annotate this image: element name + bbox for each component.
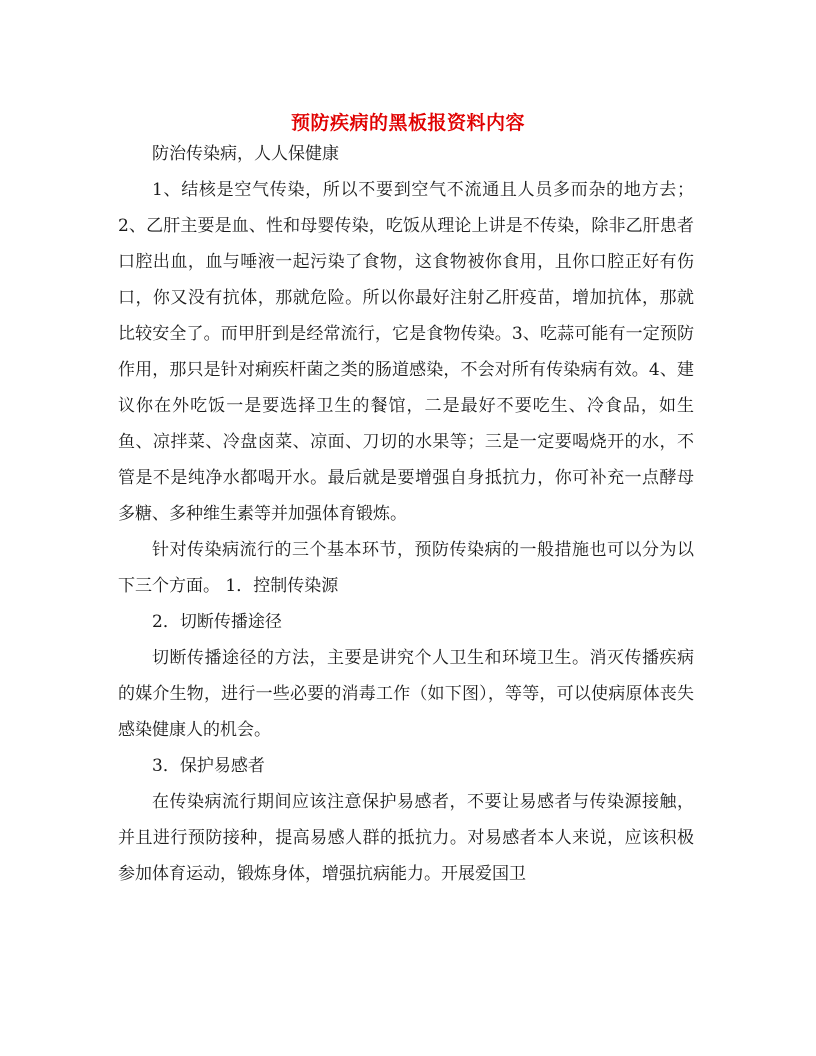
document-title: 预防疾病的黑板报资料内容 (290, 111, 525, 134)
paragraph-cut-route-heading: 2．切断传播途径 (152, 612, 282, 632)
paragraph-measures-intro: 针对传染病流行的三个基本环节，预防传染病的一般措施也可以分为以下三个方面。 1．控制传染源 (118, 540, 694, 596)
paragraph-cut-route-body: 切断传播途径的方法，主要是讲究个人卫生和环境卫生。消灭传播疾病的媒介生物，进行一些必要的消毒工作（如下图），等等，可以使病原体丧失感染健康人的机会。 (118, 648, 694, 740)
paragraph-heading: 防治传染病，人人保健康 (152, 144, 339, 164)
document-body (118, 136, 694, 892)
paragraph-protect-heading: 3．保护易感者 (152, 756, 265, 776)
paragraph-protect-body: 在传染病流行期间应该注意保护易感者，不要让易感者与传染源接触，并且进行预防接种，提高易感人群的抵抗力。对易感者本人来说，应该积极参加体育运动，锻炼身体，增强抗病能力。开展爱国卫 (118, 792, 694, 884)
paragraph-tips: 1、结核是空气传染，所以不要到空气不流通且人员多而杂的地方去；2、乙肝主要是血、性和母婴传染，吃饭从理论上讲是不传染，除非乙肝患者口腔出血，血与唾液一起污染了食物，这食物被你食用，且你口腔正好有伤口，你又没有抗体，那就危险。所以你最好注射乙肝疫苗，增加抗体，那就比较安全了。而甲肝到是经常流行，它是食物传染。3、吃蒜可能有一定预防作用，那只是针对痢疾杆菌之类的肠道感染，不会对所有传染病有效。4、建议你在外吃饭一是要选择卫生的餐馆，二是最好不要吃生、冷食品，如生鱼、凉拌菜、冷盘卤菜、凉面、刀切的水果等；三是一定要喝烧开的水，不管是不是纯净水都喝开水。最后就是要增强自身抵抗力，你可补充一点酵母多糖、多种维生素等并加强体育锻炼。 (118, 180, 694, 524)
